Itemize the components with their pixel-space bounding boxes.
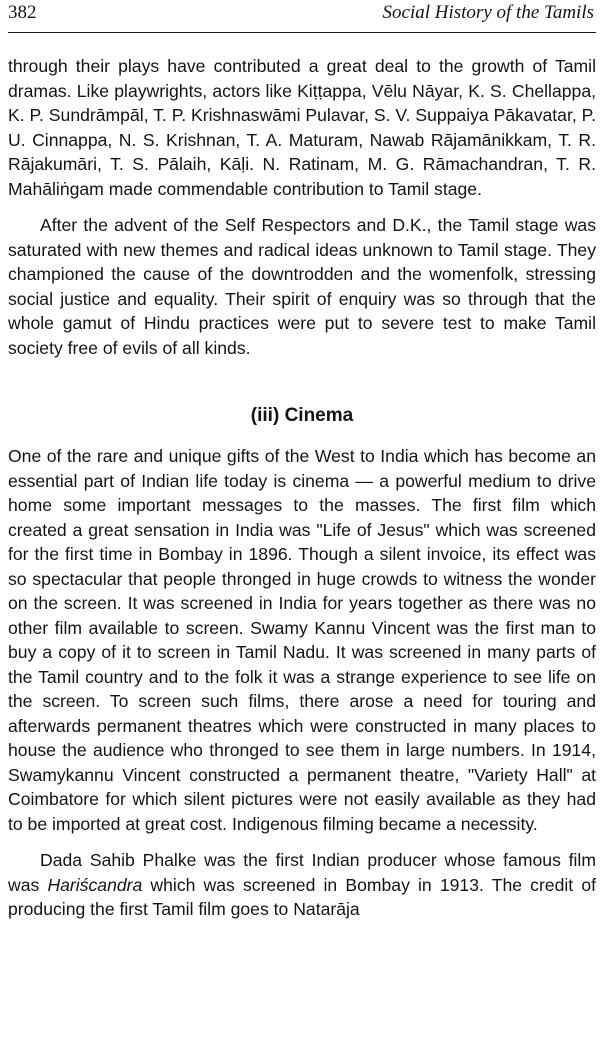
book-page (8, 0, 596, 1044)
paragraph-phalke (8, 848, 596, 922)
phalke-text-end: which was screened in Bombay in 1913. The credit of producing the first Tamil film goes to Natarāja (8, 874, 596, 919)
running-title: Social History of the Tamils (382, 2, 594, 23)
paragraph-cinema-history: One of the rare and unique gifts of the West to India which has become an essential part of Indian life today is cinema — a powerful medium to drive home some important messages to the masses. The first film which created a great sensation in India was "Life of Jesus" which was screened for the first time in Bombay in 1896. Though a silent invoice, its effect was so spectacular that people thronged in huge crowds to witness the wonder on the screen. It was screened in India for years together as there was no other film available to screen. Swamy Kannu Vincent was the first man to buy a copy of it to screen in Tamil Nadu. It was screened in many parts of the Tamil country and to the folk it was a strange experience to see life on the screen. To screen such films, there arose a need for touring and afterwards permanent theatres which were constructed in many places to house the audience who thronged to see them in large numbers. In 1914, Swamykannu Vincent constructed a permanent theatre, "Variety Hall" at Coimbatore for which silent pictures were not easily available as they had to be imported at great cost. Indigenous filming became a necessity. (8, 446, 596, 834)
body-text (8, 54, 596, 922)
running-header (8, 0, 596, 33)
page-number: 382 (8, 2, 37, 23)
film-title-hariscandra: Hariścandra (47, 874, 143, 895)
phalke-text-start: Dada Sahib Phalke was the first Indian producer whose famous film was (8, 850, 596, 895)
paragraph-actors: through their plays have contributed a great deal to the growth of Tamil dramas. Like playwrights, actors like Kiṭṭappa, Vēlu Nāyar, K. S. Chellappa, K. P. Sundrāmpāl, T. P. Krishnaswāmi Pulavar, S. V. Suppaiya Pākavatar, P. U. Cinnappa, N. S. Krishnan, T. A. Maturam, Nawab Rājamānikkam, T. R. Rājakumāri, T. S. Pālaih, Kāḷi. N. Ratinam, M. G. Rāmachandran, T. R. Mahāliṅgam made commendable contribution to Tamil stage. (8, 56, 596, 199)
paragraph-self-respectors: After the advent of the Self Respectors and D.K., the Tamil stage was saturated with new themes and radical ideas unknown to Tamil stage. They championed the cause of the downtrodden and the womenfolk, stressing social justice and equality. Their spirit of enquiry was so through that the whole gamut of Hindu practices were put to severe test to make Tamil society free of evils of all kinds. (8, 215, 596, 358)
section-heading-cinema: (iii) Cinema (250, 405, 354, 426)
